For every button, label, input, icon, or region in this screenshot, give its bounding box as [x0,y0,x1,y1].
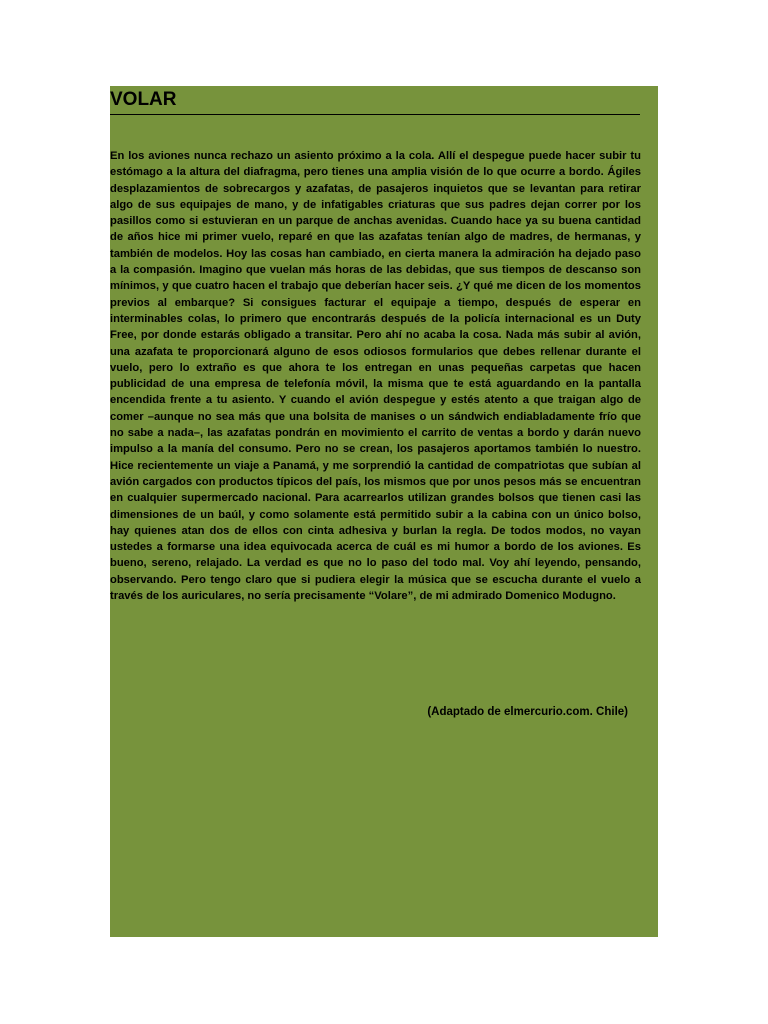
title-underline-rule [110,114,640,115]
article-body-paragraph: En los aviones nunca rechazo un asiento próximo a la cola. Allí el despegue puede hacer subir tu estómago a la altura del diafragma, pero tienes una amplia visión de lo que ocurre a bordo. Ágiles desplazamientos de sobrecargos y azafatas, de pasajeros inquietos que se levantan para retirar algo de sus equipajes de mano, y de infatigables criaturas que sus padres dejan correr por los pasillos como si estuvieran en un parque de anchas avenidas. Cuando hace ya su buena cantidad de años hice mi primer vuelo, reparé en que las azafatas tenían algo de madres, de hermanas, y también de modelos. Hoy las cosas han cambiado, en cierta manera la admiración ha dejado paso a la compasión. Imagino que vuelan más horas de las debidas, que sus tiempos de descanso son mínimos, y que cuatro hacen el trabajo que deberían hacer seis. ¿Y qué me dicen de los momentos previos al embarque? Si consigues facturar el equipaje a tiempo, después de esperar en interminables colas, lo primero que encontrarás después de la policía internacional es un Duty Free, por donde estarás obligado a transitar. Pero ahí no acaba la cosa. Nada más subir al avión, una azafata te proporcionará alguno de esos odiosos formularios que debes rellenar durante el vuelo, pero lo extraño es que ahora te los entregan en unas pequeñas carpetas que hacen publicidad de una empresa de telefonía móvil, la misma que te está aguardando en la pantalla encendida frente a tu asiento. Y cuando el avión despegue y estés atento a que traigan algo de comer –aunque no sea más que una bolsita de manises o un sándwich endiabladamente frío que no sabe a nada–, las azafatas pondrán en movimiento el carrito de ventas a bordo y darán nuevo impulso a la manía del consumo. Pero no se crean, los pasajeros aportamos también lo nuestro. Hice recientemente un viaje a Panamá, y me sorprendió la cantidad de compatriotas que subían al avión cargados con productos típicos del país, los mismos que por unos pesos más se encuentran en cualquier supermercado nacional. Para acarrearlos utilizan grandes bolsos que tienen casi las dimensiones de un baúl, y como solamente está permitido subir a la cabina con un único bolso, hay quienes atan dos de ellos con cinta adhesiva y burlan la regla. De todos modos, no vayan ustedes a formarse una idea equivocada acerca de cuál es mi humor a bordo de los aviones. Es bueno, sereno, relajado. La verdad es que no lo paso del todo mal. Voy ahí leyendo, pensando, observando. Pero tengo claro que si pudiera elegir la música que se escucha durante el vuelo a través de los auriculares, no sería precisamente “Volare”, de mi admirado Domenico Modugno. [110,150,641,603]
source-citation: (Adaptado de elmercurio.com. Chile) [427,706,628,718]
document-title: VOLAR [110,89,177,110]
